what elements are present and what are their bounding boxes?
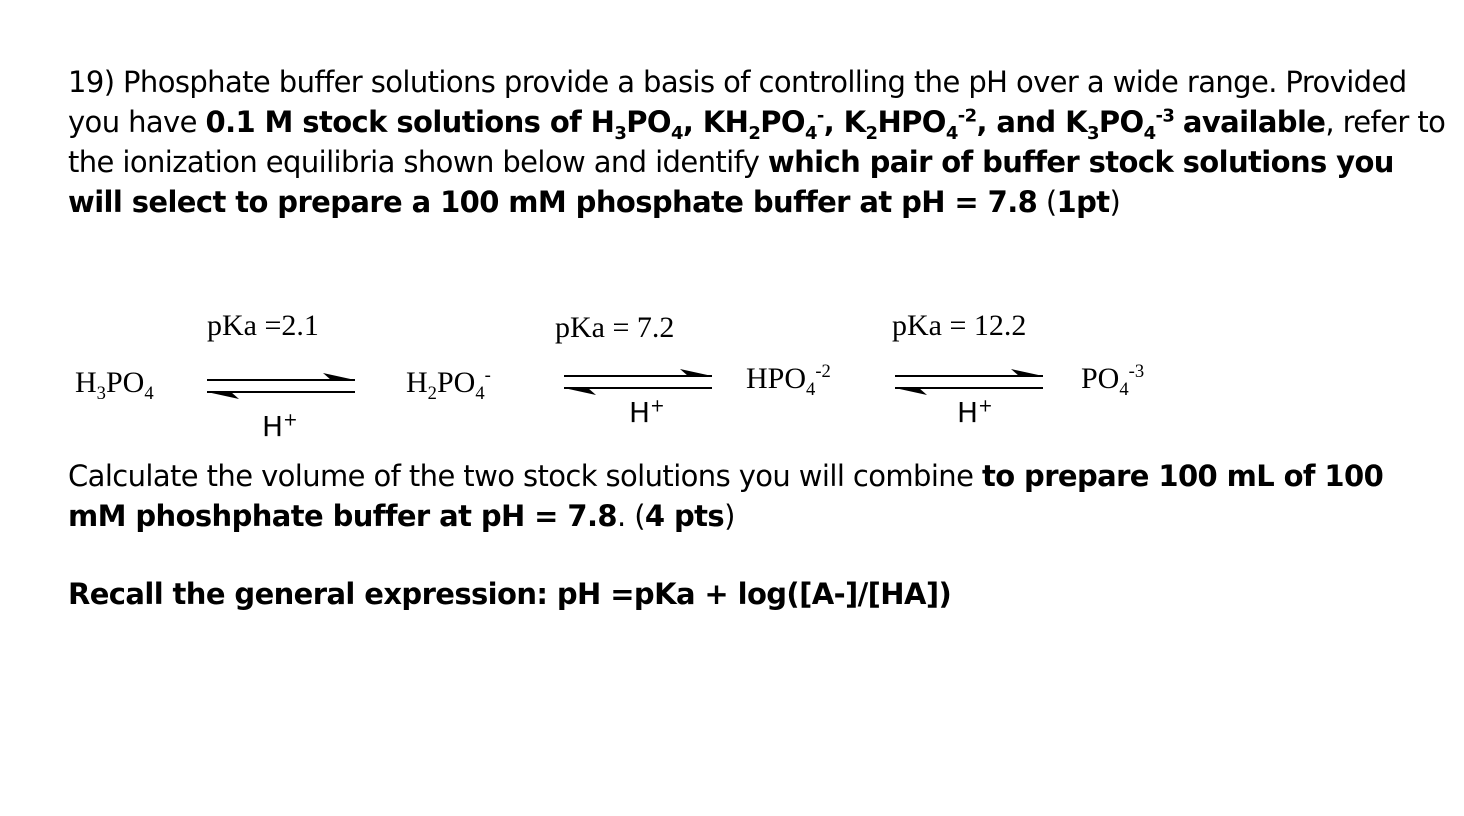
equilibrium-arrow-3 bbox=[893, 368, 1045, 398]
question-1 bbox=[68, 62, 1448, 222]
recall-expression bbox=[68, 574, 1448, 614]
question-intro: Phosphate buffer solutions provide a basis of controlling the pH over a wide range. Provided you have bbox=[68, 65, 1407, 139]
equilibrium-arrow-2 bbox=[562, 368, 714, 398]
proton-label-2: H+ bbox=[629, 396, 665, 429]
question-2 bbox=[68, 456, 1448, 536]
proton-label-3: H+ bbox=[957, 396, 993, 429]
question-2-points: (4 pts) bbox=[634, 499, 735, 533]
stock-solutions-list: 0.1 M stock solutions of $H_3PO_4$, $KH_2PO_4^-$, $K_2HPO_4^{-2}$, and $K_3PO_4^{-3}$ bbox=[205, 105, 1175, 144]
question-middle: , refer to the ionization equilibria shown below and identify bbox=[68, 105, 1446, 179]
equilibrium-arrow-1 bbox=[205, 372, 357, 402]
proton-label-1: H+ bbox=[262, 410, 298, 443]
question-task: which pair of buffer stock solutions you will select to prepare a 100 mM phosphate buffer at pH = 7.8 bbox=[68, 145, 1394, 219]
recall-text: Recall the general expression: pH =pKa + log([A-]/[HA]) bbox=[68, 577, 952, 611]
species-hpo4: $HPO_4^{-2}$ bbox=[746, 361, 831, 400]
available-word: available bbox=[1182, 105, 1326, 139]
species-po4: $PO_4^{-3}$ bbox=[1081, 361, 1145, 400]
pka-label-1: pKa =2.1 bbox=[207, 309, 319, 342]
species-h3po4: $H_3PO_4$ bbox=[75, 366, 154, 404]
points-label: (1pt) bbox=[1045, 185, 1121, 219]
question-number: 19) bbox=[68, 65, 115, 99]
question-2-text: Calculate the volume of the two stock solutions you will combine bbox=[68, 459, 974, 493]
question-2-period: . bbox=[616, 499, 626, 533]
pka-label-2: pKa = 7.2 bbox=[555, 311, 675, 344]
pka-label-3: pKa = 12.2 bbox=[892, 309, 1027, 342]
question-2-task: to prepare 100 mL of 100 mM phoshphate buffer at pH = 7.8 bbox=[68, 459, 1384, 533]
species-h2po4: $H_2PO_4^-$ bbox=[406, 365, 491, 404]
